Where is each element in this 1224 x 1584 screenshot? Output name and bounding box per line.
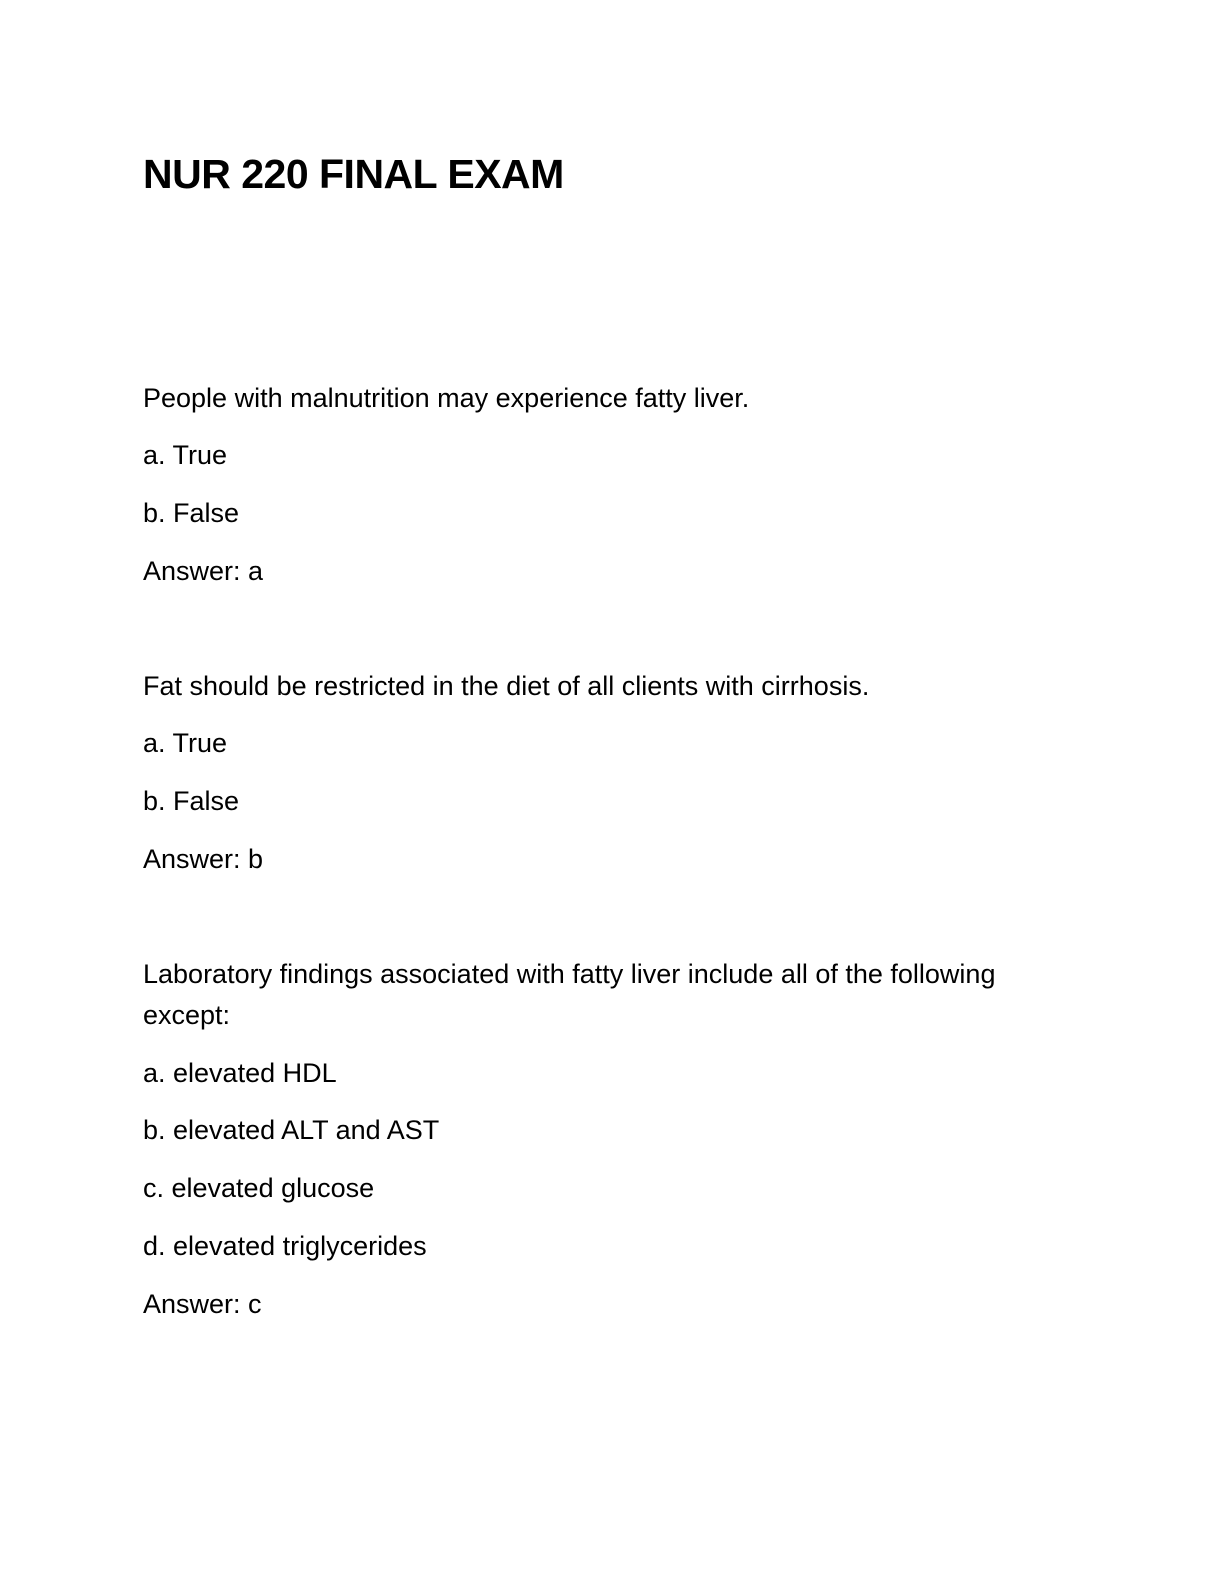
question-3-option-c: c. elevated glucose — [143, 1173, 375, 1203]
question-2-option-a: a. True — [143, 728, 228, 758]
question-1-option-a: a. True — [143, 440, 228, 470]
page-title: NUR 220 FINAL EXAM — [143, 151, 564, 197]
question-3-option-d: d. elevated triglycerides — [143, 1231, 427, 1261]
question-3-text: Laboratory findings associated with fatty liver include all of the following except: — [143, 959, 996, 1030]
question-3-option-a: a. elevated HDL — [143, 1058, 337, 1088]
question-2-answer: Answer: b — [143, 844, 264, 874]
question-3-option-b: b. elevated ALT and AST — [143, 1115, 440, 1145]
question-1-answer: Answer: a — [143, 556, 264, 586]
question-2-option-b: b. False — [143, 786, 240, 816]
question-2-text: Fat should be restricted in the diet of all clients with cirrhosis. — [143, 671, 870, 701]
question-3-answer: Answer: c — [143, 1289, 262, 1319]
question-1-text: People with malnutrition may experience fatty liver. — [143, 383, 750, 413]
question-1-option-b: b. False — [143, 498, 240, 528]
